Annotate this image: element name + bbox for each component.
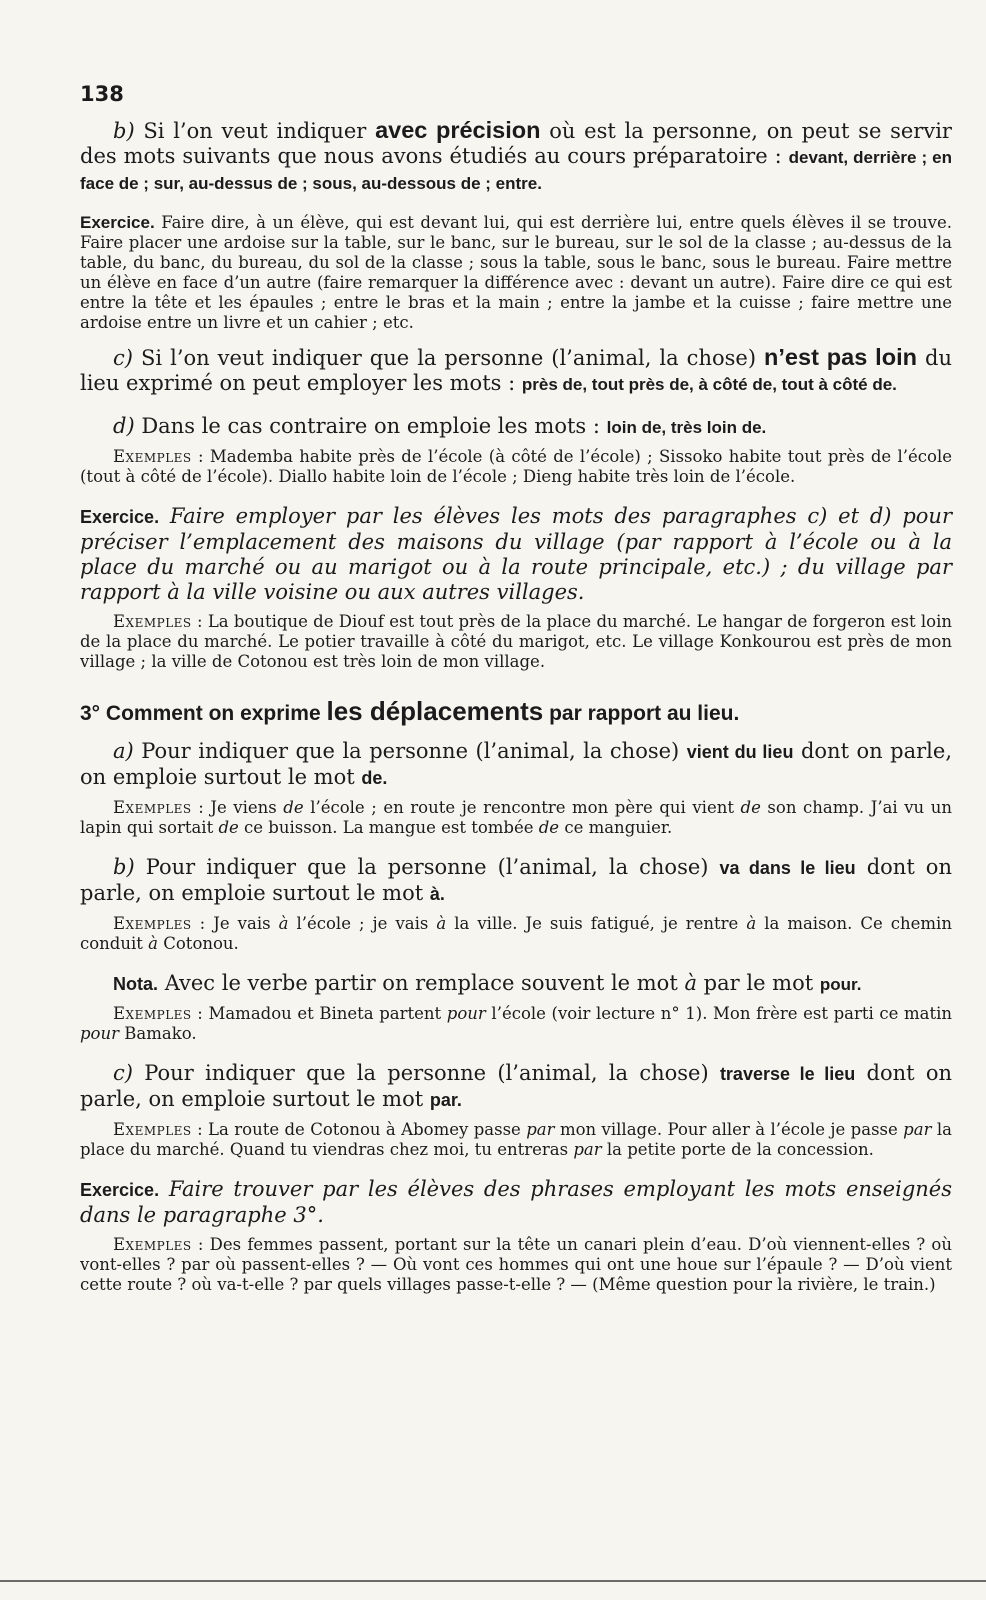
para-label: c) (113, 346, 133, 370)
examples-label: Exemples (113, 612, 192, 631)
paragraph-c-crossing: c) Pour indiquer que la personne (l’animal, la chose) traverse le lieu dont on parle, on emploie surtout le mot par. (80, 1061, 952, 1111)
para-label: c) (113, 1061, 133, 1085)
examples-label: Exemples (113, 447, 192, 466)
para-label: a) (113, 739, 134, 763)
paragraph-d-distance: d) Dans le cas contraire on emploie les mots : loin de, très loin de. (113, 414, 767, 438)
paragraph-b-destination: b) Pour indiquer que la personne (l’animal, la chose) va dans le lieu dont on parle, on emploie surtout le mot à. (80, 855, 952, 905)
nota-label: Nota. (113, 974, 158, 994)
examples-exercise-2: Exemples : La boutique de Diouf est tout près de la place du marché. Le hangar de forgeron est loin de la place du marché. Le potier travaille à côté du marigot, etc. Le village Konkourou est près de mon village ; la ville de Cotonou est très loin de mon village. (80, 612, 952, 671)
examples-label: Exemples (113, 798, 192, 817)
examples-label: Exemples (113, 914, 192, 933)
key-terms-list: loin de, très loin de. (606, 418, 767, 437)
key-term: n’est pas loin (764, 344, 917, 370)
nota-paragraph: Nota. Avec le verbe partir on remplace souvent le mot à par le mot pour. (113, 971, 862, 995)
examples-b: Exemples : Je vais à l’école ; je vais à la ville. Je suis fatigué, je rentre à la maison. Ce chemin conduit à Cotonou. (80, 914, 952, 953)
key-term: avec précision (375, 117, 541, 143)
key-word: pour. (819, 975, 862, 994)
examples-nota: Exemples : Mamadou et Bineta partent pour l’école (voir lecture n° 1). Mon frère est parti ce matin pour Bamako. (80, 1004, 952, 1043)
paragraph-b-precision: b) Si l’on veut indiquer avec précision où est la personne, on peut se servir des mots suivants que nous avons étudiés au cours préparatoire : devant, derrière ; en face de ; sur, au-dessus de ; sous, au-dessous de ; entre. (80, 117, 952, 193)
key-terms-list: près de, tout près de, à côté de, tout à côté de. (521, 375, 897, 394)
page-number: 138 (80, 82, 124, 106)
exercise-label: Exercice. (80, 213, 155, 232)
key-word: de. (361, 768, 388, 788)
heading-emphasis: les déplacements (326, 696, 544, 726)
examples-c: Exemples : La route de Cotonou à Abomey passe par mon village. Pour aller à l’école je passe par la place du marché. Quand tu viendras chez moi, tu entreras par la petite porte de la concession. (80, 1120, 952, 1159)
examples-label: Exemples (113, 1235, 192, 1254)
section-heading-3: 3° Comment on exprime les déplacements par rapport au lieu. (80, 696, 740, 726)
examples-d: Exemples : Mademba habite près de l’école (à côté de l’école) ; Sissoko habite tout près de l’école (tout à côté de l’école). Diallo habite loin de l’école ; Dieng habite très loin de l’école. (80, 447, 952, 486)
key-word: par. (429, 1090, 462, 1110)
key-term: va dans le lieu (719, 858, 856, 878)
exercise-label: Exercice. (80, 1180, 160, 1200)
paragraph-a-origin: a) Pour indiquer que la personne (l’animal, la chose) vient du lieu dont on parle, on emploie surtout le mot de. (80, 739, 952, 789)
key-term: vient du lieu (686, 742, 794, 762)
examples-label: Exemples (113, 1004, 192, 1023)
exercise-label: Exercice. (80, 507, 160, 527)
paragraph-c-proximity: c) Si l’on veut indiquer que la personne (l’animal, la chose) n’est pas loin du lieu exprimé on peut employer les mots : près de, tout près de, à côté de, tout à côté de. (80, 344, 952, 395)
examples-a: Exemples : Je viens de l’école ; en route je rencontre mon père qui vient de son champ. J’ai vu un lapin qui sortait de ce buisson. La mangue est tombée de ce manguier. (80, 798, 952, 837)
key-terms-list: devant, derrière ; en face de ; sur, au-dessus de ; sous, au-dessous de ; entre. (80, 148, 952, 193)
examples-exercise-3: Exemples : Des femmes passent, portant sur la tête un canari plein d’eau. D’où viennent-elles ? où vont-elles ? par où passent-elles ? — Où vont ces hommes qui ont une houe sur l’épaule ? — D’où vient cette route ? où va-t-elle ? par quels villages passe-t-elle ? — (Même question pour la rivière, le train.) (80, 1235, 952, 1294)
para-label: b) (113, 855, 135, 879)
para-label: b) (113, 119, 135, 143)
examples-label: Exemples (113, 1120, 192, 1139)
exercise-3: Exercice. Faire trouver par les élèves des phrases employant les mots enseignés dans le paragraphe 3°. (80, 1177, 952, 1227)
key-term: traverse le lieu (719, 1064, 856, 1084)
para-label: d) (113, 414, 135, 438)
key-word: à. (429, 884, 445, 904)
exercise-2: Exercice. Faire employer par les élèves les mots des paragraphes c) et d) pour préciser l’emplacement des maisons du village (par rapport à l’école ou à la place du marché ou au marigot ou à la route principale, etc.) ; du village par rapport à la ville voisine ou aux autres villages. (80, 504, 952, 604)
exercise-1: Exercice. Faire dire, à un élève, qui est devant lui, qui est derrière lui, entre quels élèves il se trouve. Faire placer une ardoise sur la table, sur le banc, sur le bureau, sur le sol de la classe ; au-dessus de la table, du banc, du bureau, du sol de la classe ; sous la table, sous le banc, sous le bureau. Faire mettre un élève en face d’un autre (faire remarquer la différence avec : devant un autre). Faire dire ce qui est entre la tête et les épaules ; entre le bras et la main ; entre la jambe et la cuisse ; faire mettre une ardoise entre un livre et un cahier ; etc. (80, 213, 952, 332)
